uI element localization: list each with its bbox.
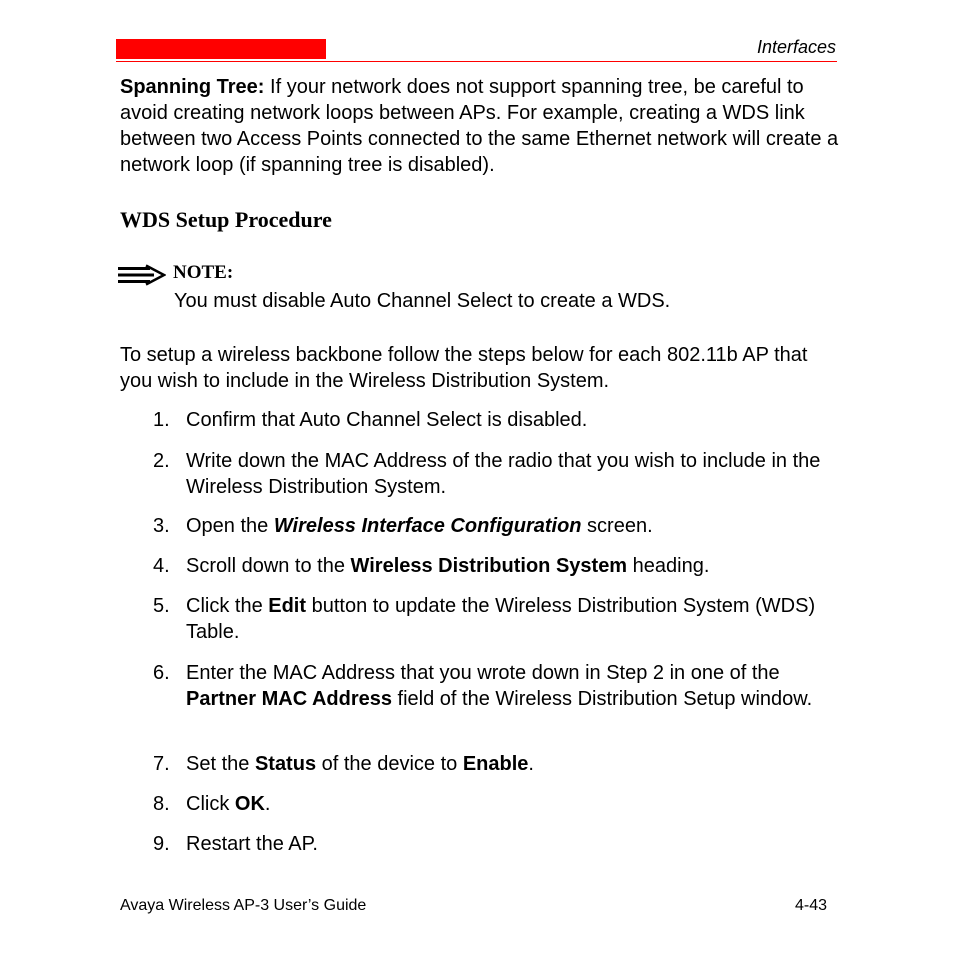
note-arrow-icon xyxy=(118,264,166,286)
step-text: Click the Edit button to update the Wireless Distribution System (WDS) Table. xyxy=(186,595,816,643)
step-emphasis: Wireless Interface Configuration xyxy=(273,515,582,537)
spanning-tree-text: If your network does not support spanning tree, be careful to avoid creating network loops between APs. For example, creating a WDS link between two Access Points connected to the same Ethernet network will create a network loop (if spanning tree is disabled). xyxy=(120,76,839,176)
intro-paragraph: To setup a wireless backbone follow the steps below for each 802.11b AP that you wish to include in the Wireless Distribution System. xyxy=(120,344,808,392)
step-bold: Partner MAC Address xyxy=(186,688,392,710)
note-label: NOTE: xyxy=(173,262,234,283)
step-number: 8. xyxy=(153,793,170,815)
step-text: Write down the MAC Address of the radio that you wish to include in the Wireless Distribution System. xyxy=(186,450,821,498)
footer-title: Avaya Wireless AP-3 User’s Guide xyxy=(120,897,367,914)
step-bold: OK xyxy=(234,793,265,815)
step-bold: Enable xyxy=(462,753,529,775)
step-text: Set the Status of the device to Enable. xyxy=(186,753,534,775)
step-number: 3. xyxy=(153,515,170,537)
step-number: 6. xyxy=(153,662,170,684)
step-number: 4. xyxy=(153,555,170,577)
step-number: 9. xyxy=(153,833,170,855)
step-text: Open the Wireless Interface Configuration screen. xyxy=(186,515,653,537)
step-number: 7. xyxy=(153,753,170,775)
step-text: Restart the AP. xyxy=(186,833,318,855)
step-bold: Wireless Distribution System xyxy=(350,555,628,577)
header-title: Interfaces xyxy=(756,37,836,57)
note-text: You must disable Auto Channel Select to create a WDS. xyxy=(174,290,671,312)
page-number: 4-43 xyxy=(794,897,827,914)
step-text: Confirm that Auto Channel Select is disabled. xyxy=(186,409,588,431)
step-text: Click OK. xyxy=(186,793,271,815)
header-accent-bar xyxy=(116,39,326,59)
step-number: 2. xyxy=(153,450,170,472)
step-number: 5. xyxy=(153,595,170,617)
step-number: 1. xyxy=(153,409,170,431)
spanning-tree-label: Spanning Tree: xyxy=(120,76,265,98)
step-bold: Status xyxy=(254,753,317,775)
step-text: Enter the MAC Address that you wrote down in Step 2 in one of the Partner MAC Address field of the Wireless Distribution Setup window. xyxy=(186,662,813,710)
step-text: Scroll down to the Wireless Distribution System heading. xyxy=(186,555,710,577)
section-heading: WDS Setup Procedure xyxy=(120,207,332,232)
step-bold: Edit xyxy=(268,595,307,617)
header-rule xyxy=(116,61,837,62)
spanning-tree-paragraph xyxy=(120,74,840,178)
